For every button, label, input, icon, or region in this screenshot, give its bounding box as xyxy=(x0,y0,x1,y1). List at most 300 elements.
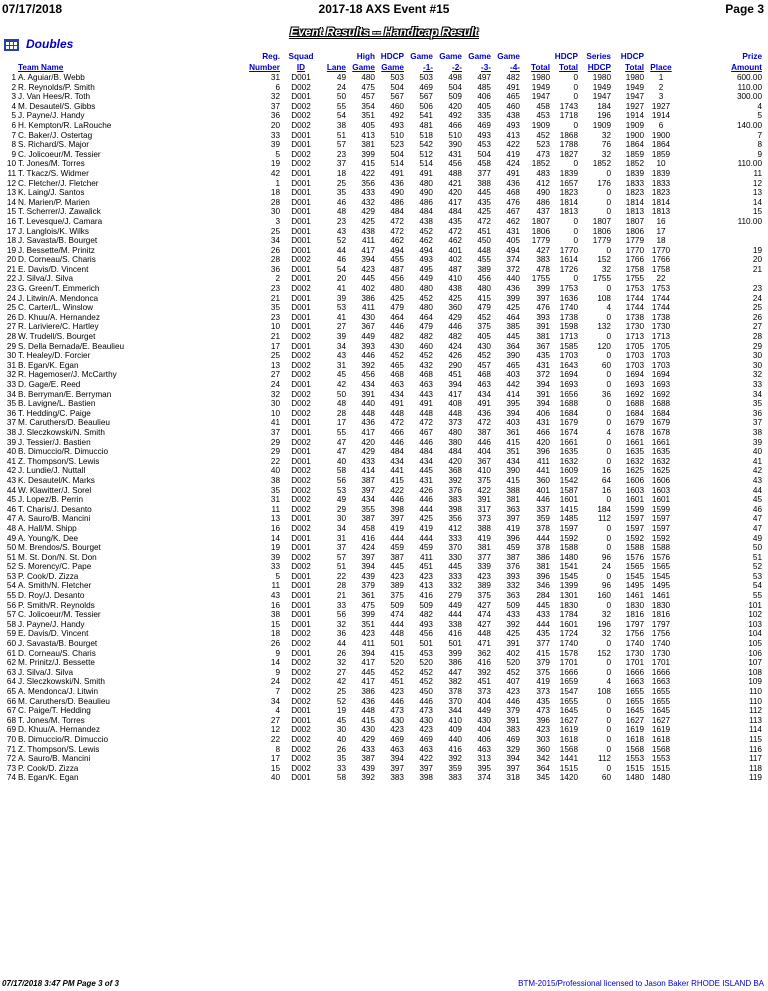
cell-squad-id: D002 xyxy=(291,639,311,649)
cell-hdcp-game: 459 xyxy=(390,543,404,553)
cell-row-number: 24 xyxy=(6,293,16,303)
cell-prize-amount: 20 xyxy=(752,255,762,265)
cell-place: 1713 xyxy=(651,332,671,342)
cell-total: 345 xyxy=(536,773,550,783)
cell-squad-id: D002 xyxy=(291,370,311,380)
cell-team-name: R. Reynolds/P. Smith xyxy=(18,82,95,92)
cell-series-hdcp: 152 xyxy=(597,255,611,265)
cell-game-4: 363 xyxy=(506,504,520,514)
cell-hdcp-total-final: 1730 xyxy=(625,648,644,658)
cell-game-1: 480 xyxy=(419,178,433,188)
cell-team-name: J. Sleczkowski/N. Smith xyxy=(18,427,105,437)
cell-game-3: 387 xyxy=(477,427,491,437)
cell-series-hdcp: 60 xyxy=(601,773,611,783)
cell-hdcp-total-final: 1703 xyxy=(625,351,644,361)
cell-team-name: E. Davis/D. Vincent xyxy=(18,629,89,639)
cell-squad-id: D002 xyxy=(291,754,311,764)
cell-series-hdcp: 32 xyxy=(601,130,611,140)
cell-total: 381 xyxy=(536,562,550,572)
table-row xyxy=(4,390,764,400)
cell-hdcp-game: 434 xyxy=(390,389,404,399)
table-row xyxy=(4,495,764,505)
cell-prize-amount: 27 xyxy=(752,322,762,332)
cell-prize-amount: 26 xyxy=(752,312,762,322)
cell-game-1: 416 xyxy=(419,591,433,601)
cell-game-4: 438 xyxy=(506,111,520,121)
cell-prize-amount: 47 xyxy=(752,514,762,524)
cell-game-1: 445 xyxy=(419,466,433,476)
cell-series-hdcp: 0 xyxy=(606,351,611,361)
cell-game-2: 421 xyxy=(448,178,462,188)
table-row xyxy=(4,150,764,160)
cell-hdcp-total: 1542 xyxy=(559,475,578,485)
subtitle-text: Event Results -- Handicap Result xyxy=(289,25,479,39)
cell-hdcp-game: 523 xyxy=(390,140,404,150)
column-header-row-number xyxy=(4,52,18,62)
cell-place: 1833 xyxy=(651,178,671,188)
cell-high-game: 417 xyxy=(361,658,375,668)
cell-series-hdcp: 0 xyxy=(606,207,611,217)
cell-reg-number: 33 xyxy=(270,562,280,572)
table-row xyxy=(4,246,764,256)
cell-hdcp-game: 463 xyxy=(390,380,404,389)
cell-total: 412 xyxy=(536,178,550,188)
cell-high-game: 457 xyxy=(361,92,375,102)
cell-hdcp-total: 1587 xyxy=(559,485,578,495)
cell-hdcp-game: 422 xyxy=(390,485,404,495)
cell-hdcp-total: 1441 xyxy=(559,754,578,764)
cell-high-game: 417 xyxy=(361,245,375,255)
cell-game-3: 497 xyxy=(477,73,491,82)
cell-lane: 27 xyxy=(336,667,346,677)
cell-game-2: 448 xyxy=(448,408,462,418)
cell-total: 490 xyxy=(536,188,550,198)
cell-game-2: 333 xyxy=(448,571,462,581)
cell-squad-id: D002 xyxy=(291,82,311,92)
cell-game-3: 434 xyxy=(477,389,491,399)
cell-hdcp-total: 0 xyxy=(573,274,578,284)
cell-hdcp-game: 486 xyxy=(390,197,404,207)
cell-game-4: 397 xyxy=(506,763,520,773)
cell-game-2: 509 xyxy=(448,92,462,102)
cell-row-number: 39 xyxy=(6,437,16,447)
column-header-team-name xyxy=(18,52,246,62)
table-row xyxy=(4,322,764,332)
cell-prize-amount: 4 xyxy=(757,101,762,111)
cell-team-name: T. Hedding/C. Paige xyxy=(18,408,91,418)
cell-game-3: 404 xyxy=(477,696,491,706)
cell-lane: 47 xyxy=(336,447,346,457)
cell-hdcp-total: 1830 xyxy=(559,600,578,610)
cell-game-4: 493 xyxy=(506,120,520,130)
cell-row-number: 71 xyxy=(6,744,16,754)
cell-game-1: 463 xyxy=(419,744,433,754)
cell-game-3: 422 xyxy=(477,485,491,495)
cell-hdcp-game: 484 xyxy=(390,207,404,217)
cell-hdcp-total: 1666 xyxy=(559,667,578,677)
cell-row-number: 29 xyxy=(6,341,16,351)
cell-hdcp-total-final: 1603 xyxy=(625,485,644,495)
cell-high-game: 449 xyxy=(361,332,375,342)
cell-series-hdcp: 0 xyxy=(606,380,611,389)
cell-place: 1606 xyxy=(651,475,671,485)
cell-row-number: 33 xyxy=(6,380,16,389)
cell-game-3: 375 xyxy=(477,475,491,485)
cell-row-number: 51 xyxy=(6,552,16,562)
table-row xyxy=(4,476,764,486)
cell-squad-id: D001 xyxy=(291,274,311,284)
cell-lane: 55 xyxy=(336,101,346,111)
cell-game-4: 419 xyxy=(506,523,520,533)
cell-game-2: 392 xyxy=(448,475,462,485)
cell-prize-amount: 51 xyxy=(752,552,762,562)
cell-hdcp-game: 415 xyxy=(390,648,404,658)
cell-game-3: 419 xyxy=(477,533,491,543)
cell-prize-amount: 45 xyxy=(752,495,762,505)
cell-team-name: B. Berryman/E. Berryman xyxy=(18,389,112,399)
column-header-game-4: Game xyxy=(497,52,520,61)
cell-total: 391 xyxy=(536,322,550,332)
cell-reg-number: 17 xyxy=(270,341,280,351)
column-header-hdcp-total: HDCP xyxy=(554,52,578,61)
cell-game-1: 446 xyxy=(419,437,433,447)
cell-high-game: 436 xyxy=(361,418,375,428)
column-header-game-2: Game xyxy=(439,52,462,61)
cell-squad-id: D002 xyxy=(291,725,311,735)
cell-hdcp-total: 0 xyxy=(573,236,578,246)
cell-game-2: 378 xyxy=(448,687,462,696)
cell-game-2: 425 xyxy=(448,293,462,303)
cell-prize-amount: 110 xyxy=(748,687,762,696)
cell-total: 1980 xyxy=(531,73,550,82)
cell-hdcp-total-final: 1666 xyxy=(625,667,644,677)
cell-total: 360 xyxy=(536,744,550,754)
cell-squad-id: D002 xyxy=(291,466,311,476)
cell-game-1: 464 xyxy=(419,312,433,322)
column-header-series-hdcp: HDCP xyxy=(587,63,611,72)
cell-row-number: 17 xyxy=(6,226,16,236)
cell-game-3: 479 xyxy=(477,303,491,313)
cell-squad-id: D001 xyxy=(291,293,311,303)
cell-place: 1635 xyxy=(651,447,671,457)
cell-team-name: J. Payne/J. Handy xyxy=(18,111,85,121)
cell-game-2: 333 xyxy=(448,533,462,543)
cell-high-game: 458 xyxy=(361,523,375,533)
cell-high-game: 411 xyxy=(361,236,375,246)
cell-game-4: 445 xyxy=(506,332,520,342)
cell-series-hdcp: 4 xyxy=(606,303,611,313)
cell-series-hdcp: 0 xyxy=(606,715,611,725)
cell-hdcp-total-final: 1914 xyxy=(625,111,644,121)
cell-place: 16 xyxy=(656,216,666,226)
cell-series-hdcp: 0 xyxy=(606,168,611,178)
table-row xyxy=(4,274,764,284)
cell-reg-number: 5 xyxy=(275,571,280,581)
cell-squad-id: D001 xyxy=(291,130,311,140)
cell-squad-id: D002 xyxy=(291,734,311,744)
cell-game-1: 491 xyxy=(419,399,433,409)
cell-prize-amount: 53 xyxy=(752,571,762,581)
cell-game-3: 480 xyxy=(477,284,491,294)
cell-hdcp-total-final: 1766 xyxy=(625,255,644,265)
column-header-series-hdcp: Series xyxy=(586,52,611,61)
cell-series-hdcp: 16 xyxy=(601,466,611,476)
table-row xyxy=(4,361,764,371)
cell-total: 386 xyxy=(536,552,550,562)
cell-game-4: 403 xyxy=(506,418,520,428)
cell-row-number: 37 xyxy=(6,418,16,428)
cell-squad-id: D002 xyxy=(291,399,311,409)
table-row xyxy=(4,236,764,246)
cell-row-number: 74 xyxy=(6,773,16,783)
cell-game-2: 399 xyxy=(448,648,462,658)
cell-game-3: 485 xyxy=(477,82,491,92)
cell-high-game: 356 xyxy=(361,178,375,188)
cell-hdcp-total-final: 1900 xyxy=(625,130,644,140)
cell-hdcp-total: 1619 xyxy=(559,725,578,735)
cell-prize-amount: 41 xyxy=(752,456,762,466)
cell-game-2: 487 xyxy=(448,264,462,274)
cell-hdcp-game: 446 xyxy=(390,495,404,505)
cell-reg-number: 10 xyxy=(270,322,280,332)
cell-game-3: 374 xyxy=(477,773,491,783)
cell-lane: 20 xyxy=(336,274,346,284)
cell-game-4: 329 xyxy=(506,744,520,754)
cell-series-hdcp: 96 xyxy=(601,552,611,562)
cell-game-1: 493 xyxy=(419,255,433,265)
table-row xyxy=(4,409,764,419)
cell-lane: 51 xyxy=(336,562,346,572)
cell-hdcp-total: 1701 xyxy=(559,658,578,668)
cell-game-1: 460 xyxy=(419,341,433,351)
cell-game-2: 417 xyxy=(448,389,462,399)
cell-reg-number: 27 xyxy=(270,715,280,725)
cell-game-4: 374 xyxy=(506,255,520,265)
cell-place: 1661 xyxy=(651,437,671,447)
cell-squad-id: D001 xyxy=(291,447,311,457)
cell-high-game: 429 xyxy=(361,447,375,457)
cell-game-2: 390 xyxy=(448,140,462,150)
cell-game-2: 501 xyxy=(448,639,462,649)
cell-game-2: 416 xyxy=(448,744,462,754)
cell-total: 383 xyxy=(536,255,550,265)
cell-hdcp-game: 375 xyxy=(390,591,404,601)
cell-game-3: 404 xyxy=(477,447,491,457)
cell-team-name: W. Trudell/S. Bourget xyxy=(18,332,96,342)
cell-game-1: 431 xyxy=(419,475,433,485)
cell-squad-id: D002 xyxy=(291,696,311,706)
cell-row-number: 16 xyxy=(6,216,16,226)
cell-high-game: 416 xyxy=(361,533,375,543)
cell-lane: 54 xyxy=(336,264,346,274)
cell-hdcp-total: 0 xyxy=(573,73,578,82)
cell-hdcp-game: 448 xyxy=(390,408,404,418)
cell-hdcp-game: 484 xyxy=(390,447,404,457)
cell-place: 1688 xyxy=(651,399,671,409)
cell-total: 431 xyxy=(536,418,550,428)
cell-hdcp-total-final: 1568 xyxy=(625,744,644,754)
column-header-row-number xyxy=(4,62,18,73)
cell-hdcp-total: 1740 xyxy=(559,303,578,313)
cell-game-3: 415 xyxy=(477,293,491,303)
table-row xyxy=(4,198,764,208)
cell-hdcp-total-final: 1565 xyxy=(625,562,644,572)
cell-prize-amount: 107 xyxy=(748,658,762,668)
cell-lane: 34 xyxy=(336,523,346,533)
cell-hdcp-total-final: 1758 xyxy=(625,264,644,274)
cell-game-2: 408 xyxy=(448,399,462,409)
cell-place: 1679 xyxy=(651,418,671,428)
cell-squad-id: D001 xyxy=(291,73,311,82)
cell-high-game: 448 xyxy=(361,408,375,418)
cell-high-game: 448 xyxy=(361,706,375,716)
cell-row-number: 53 xyxy=(6,571,16,581)
cell-squad-id: D001 xyxy=(291,92,311,102)
cell-game-1: 468 xyxy=(419,370,433,380)
cell-game-3: 388 xyxy=(477,523,491,533)
cell-place: 1 xyxy=(658,73,664,82)
page-header xyxy=(0,0,768,20)
cell-high-game: 379 xyxy=(361,581,375,591)
cell-team-name: M. Caruthers/D. Beaulieu xyxy=(18,418,110,428)
cell-lane: 39 xyxy=(336,293,346,303)
cell-hdcp-game: 394 xyxy=(390,754,404,764)
cell-series-hdcp: 0 xyxy=(606,399,611,409)
cell-game-3: 427 xyxy=(477,619,491,629)
cell-hdcp-total-final: 1619 xyxy=(625,725,644,735)
cell-game-1: 444 xyxy=(419,504,433,514)
cell-prize-amount: 36 xyxy=(752,408,762,418)
cell-high-game: 386 xyxy=(361,687,375,696)
cell-prize-amount: 5 xyxy=(757,111,762,121)
cell-row-number: 52 xyxy=(6,562,16,572)
cell-reg-number: 40 xyxy=(270,773,280,783)
cell-hdcp-game: 492 xyxy=(390,111,404,121)
cell-place: 1592 xyxy=(651,533,671,543)
cell-reg-number: 22 xyxy=(270,456,280,466)
cell-high-game: 445 xyxy=(361,667,375,677)
cell-hdcp-total-final: 1599 xyxy=(625,504,644,514)
cell-game-1: 423 xyxy=(419,571,433,581)
cell-lane: 58 xyxy=(336,773,346,783)
cell-prize-amount: 112 xyxy=(748,706,762,716)
cell-reg-number: 5 xyxy=(275,149,280,159)
cell-series-hdcp: 0 xyxy=(606,696,611,706)
cell-total: 435 xyxy=(536,629,550,639)
table-row xyxy=(4,380,764,390)
cell-hdcp-total: 1788 xyxy=(559,140,578,150)
cell-team-name: J. Savasta/B. Bourget xyxy=(18,236,98,246)
cell-total: 367 xyxy=(536,341,550,351)
cell-prize-amount: 30 xyxy=(752,351,762,361)
cell-game-3: 435 xyxy=(477,197,491,207)
cell-series-hdcp: 0 xyxy=(606,197,611,207)
cell-total: 378 xyxy=(536,523,550,533)
cell-row-number: 5 xyxy=(11,111,16,121)
cell-hdcp-total-final: 1756 xyxy=(625,629,644,639)
cell-high-game: 456 xyxy=(361,370,375,380)
cell-game-2: 402 xyxy=(448,255,462,265)
cell-series-hdcp: 0 xyxy=(606,447,611,457)
cell-game-1: 480 xyxy=(419,303,433,313)
column-header-squad-id: ID xyxy=(296,63,306,72)
table-row xyxy=(4,342,764,352)
cell-game-4: 385 xyxy=(506,322,520,332)
cell-high-game: 411 xyxy=(361,303,375,313)
cell-lane: 25 xyxy=(336,687,346,696)
cell-series-hdcp: 4 xyxy=(606,427,611,437)
cell-total: 396 xyxy=(536,447,550,457)
cell-prize-amount: 39 xyxy=(752,437,762,447)
cell-high-game: 439 xyxy=(361,763,375,773)
cell-game-4: 491 xyxy=(506,82,520,92)
cell-hdcp-total: 1601 xyxy=(559,619,578,629)
cell-hdcp-game: 430 xyxy=(390,341,404,351)
cell-game-1: 494 xyxy=(419,245,433,255)
cell-high-game: 399 xyxy=(361,610,375,620)
cell-game-4: 376 xyxy=(506,562,520,572)
cell-row-number: 21 xyxy=(6,264,16,274)
cell-lane: 58 xyxy=(336,466,346,476)
table-row xyxy=(4,428,764,438)
cell-team-name: T. Jones/M. Torres xyxy=(18,159,85,169)
cell-hdcp-game: 473 xyxy=(390,706,404,716)
cell-reg-number: 40 xyxy=(270,466,280,476)
cell-lane: 52 xyxy=(336,236,346,246)
cell-row-number: 23 xyxy=(6,284,16,294)
cell-game-2: 492 xyxy=(448,111,462,121)
cell-game-3: 449 xyxy=(477,706,491,716)
cell-hdcp-total: 1724 xyxy=(559,629,578,639)
cell-series-hdcp: 0 xyxy=(606,245,611,255)
cell-lane: 27 xyxy=(336,322,346,332)
cell-game-3: 381 xyxy=(477,543,491,553)
cell-game-4: 413 xyxy=(506,130,520,140)
cell-reg-number: 23 xyxy=(270,312,280,322)
cell-lane: 56 xyxy=(336,610,346,620)
cell-game-3: 446 xyxy=(477,437,491,447)
cell-series-hdcp: 132 xyxy=(597,322,611,332)
report-date: 07/17/2018 xyxy=(2,2,63,16)
cell-hdcp-game: 464 xyxy=(390,312,404,322)
cell-place: 17 xyxy=(656,226,666,236)
table-row xyxy=(4,620,764,630)
cell-game-3: 389 xyxy=(477,264,491,274)
cell-team-name: B. Dimuccio/R. Dimuccio xyxy=(18,447,109,457)
cell-hdcp-total: 1547 xyxy=(559,687,578,696)
cell-row-number: 30 xyxy=(6,351,16,361)
cell-hdcp-game: 455 xyxy=(390,255,404,265)
cell-game-4: 509 xyxy=(506,600,520,610)
cell-game-1: 482 xyxy=(419,332,433,342)
cell-game-2: 360 xyxy=(448,303,462,313)
cell-total: 446 xyxy=(536,495,550,505)
cell-game-1: 473 xyxy=(419,706,433,716)
cell-high-game: 432 xyxy=(361,197,375,207)
cell-game-3: 392 xyxy=(477,667,491,677)
cell-team-name: S. Della Bernada/E. Beaulieu xyxy=(18,341,125,351)
cell-game-3: 335 xyxy=(477,111,491,121)
cell-row-number: 73 xyxy=(6,763,16,773)
cell-reg-number: 13 xyxy=(270,360,280,370)
cell-hdcp-game: 397 xyxy=(390,514,404,524)
cell-game-2: 504 xyxy=(448,82,462,92)
cell-game-3: 493 xyxy=(477,130,491,140)
cell-high-game: 475 xyxy=(361,82,375,92)
cell-lane: 42 xyxy=(336,380,346,389)
cell-series-hdcp: 1755 xyxy=(592,274,611,284)
cell-series-hdcp: 64 xyxy=(601,475,611,485)
